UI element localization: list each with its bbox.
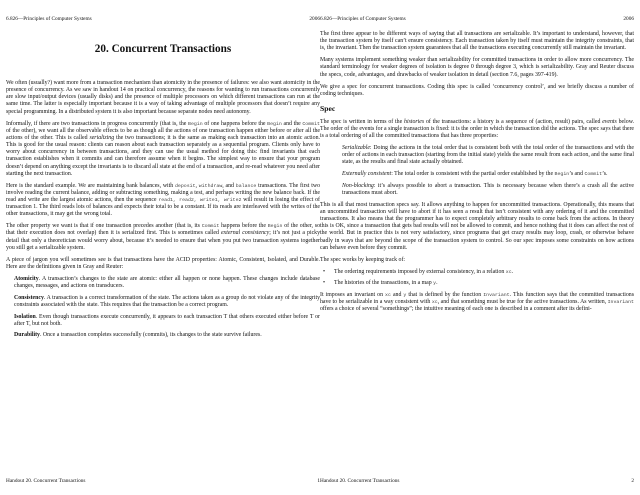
term-events: events [602, 118, 617, 125]
page-footer [6, 476, 320, 486]
bullet-icon: • [323, 268, 326, 275]
handout-title: Handout 20. Concurrent Transactions [320, 478, 400, 484]
paragraph-weaker-isolation: Many systems implement something weaker than serializability for committed transactions in order to allow more concurrency. The standard terminology for weaker degrees of isolation is degree 0 through degree 3, which is serializability. Gray and Reuter discuss the specs, code, advantages, and drawbacks of weaker isolation in detail (section 7.6, pages 397-419). [320, 57, 634, 78]
code-deposit: deposit [175, 183, 196, 189]
page-2 [320, 0, 634, 495]
code-xc: xc [385, 292, 391, 298]
code-commit: Commit [201, 224, 220, 230]
code-y: y [403, 292, 407, 298]
page-number: 1 [317, 478, 320, 484]
code-y: y [433, 280, 437, 286]
definition-durability: Durability. Once a transaction completes successfully (commits), its changes to the state survive failures. [14, 332, 262, 339]
paragraph-tracking: The spec works by keeping track of: [320, 256, 406, 263]
chapter-title: 20. Concurrent Transactions [94, 43, 232, 55]
page-body [320, 31, 634, 318]
code-commit: Commit [302, 121, 320, 127]
term-external-consistency: external consistency [221, 230, 270, 237]
definition-atomicity: Atomicity. A transaction’s changes to the state are atomic: either all happen or none happen. These changes include database changes, messages, and actions on transducers. [14, 275, 320, 289]
page-header [6, 14, 320, 24]
handout-title: Handout 20. Concurrent Transactions [6, 478, 86, 484]
page-body [6, 30, 320, 344]
code-sequence: read1, read2, write1, write2 [158, 197, 242, 203]
page-1 [6, 0, 320, 495]
code-invariant: Invariant [607, 299, 634, 305]
definition-isolation: Isolation. Even though transactions execute concurrently, it appears to each transaction T that others executed either before T or after T, but not both. [14, 313, 320, 327]
code-begin: Begin [554, 172, 570, 178]
code-xc: xc [505, 269, 512, 275]
paragraph-intro: We often (usually?) want more from a transaction mechanism than atomicity in the presence of failures: we also want atomicity in the presence of concurrency. As we saw in handout 14 on practical concurrency, the reasons for wanting to run transactions concurrently are slow input/output devices (usually disks) and the presence of multiple processors on which different transactions can run at the same time. The latter is especially important because it is a way of taking advantage of multiple processors that doesn’t require any special programming. In a distributed system it is also important because separate nodes need autonomy. [6, 80, 320, 115]
year: 2006 [309, 16, 320, 22]
code-withdraw: withdraw [198, 183, 223, 189]
paragraph-consistency: The first three appear to be different ways of saying that all transactions are serializable. It’s important to understand, however, that the transaction system by itself can’t ensure consistency. Each transaction taken by itself must maintain the integrity constraints, that is, the invariant. Then the transaction system guarantees that all the transactions executing concurrently still maintain the invariant. [320, 31, 634, 52]
bullet-icon: • [323, 279, 326, 286]
code-xc: xc [431, 299, 438, 305]
spec-non-blocking: Non-blocking: it’s always possible to abort a transaction. This is necessary because when there’s a crash all the active transactions must abort. [342, 182, 634, 197]
paragraph-concurrency-control: We give a spec for concurrent transactions. Coding this spec is called ‘concurrency control’, and we briefly discuss a number of coding techniques. [320, 83, 634, 97]
term-serializing: serializing [89, 134, 115, 141]
paragraph-histories: The spec is written in terms of the histories of the transactions: a history is a sequence of (action, result) pairs, called events below. The order of the events for a single transaction is fixed: it is the order in which the transaction did the actions. The spec says that there is a total ordering of all the committed transactions that has three properties: [320, 118, 634, 140]
tracking-list [320, 269, 634, 287]
definition-consistency: Consistency. A transaction is a correct transformation of the state. The actions taken as a group do not violate any of the integrity constraints associated with the state. This requires that the transaction be a correct program. [14, 294, 320, 308]
paragraph-serializing: Informally, if there are two transactions in progress concurrently (that is, the Begin of one happens before the Begin and the Commit of the other), we want all the observable effects to be as though all the actions of one transaction happen either before or after all the actions of the other. This is called serializing the two transactions; it is the same as making each transaction into an atomic action. This is good for the usual reason: clients can reason about each transaction separately as a sequential program. Clients only have to worry about concurrency in between transactions, and they can use the usual method for doing this: find invariants that each transaction establishes when it commits and can therefore assume when it begins. The simplest way to ensure that your program doesn’t depend on anything except the invariants is to discard all state at the end of a transaction, and re-read whatever you need after starting the next transaction. [6, 120, 320, 177]
spec-serializable: Serializable: Doing the actions in the total order that is consistent both with the total order of the transactions and with the order of actions in each transaction (starting from the initial state) yields the same result from each action, and the same final state, as the results and final state actually obtained. [342, 145, 634, 166]
code-begin: Begin [267, 121, 282, 127]
spec-externally-consistent: Externally consistent: The total order is consistent with the partial order established by the Begin’s and Commit’s. [342, 171, 608, 178]
list-item: • The histories of the transactions, in a map y. [323, 279, 438, 286]
paragraph-uncommitted: This is all that most transaction specs say. It allows anything to happen for uncommitted transactions. Operationally, this means that an uncommitted transaction will have to abort if it has seen a result that isn’t consistent with any ordering of it and the committed transactions. It also means that the programmer has to expect completely arbitrary results to come back from the actions. In theory this is OK, since a transaction that gets bad results will not be allowed to commit, and hence nothing that it does can affect the rest of the world. But in practice this is not very satisfactory, since programs that get crazy results may loop, crash, or otherwise behave badly in ways that are beyond the scope of the transaction system to control. So our spec imposes some constraints on how actions can behave even before they commit. [320, 201, 634, 251]
course-title: 6.826—Principles of Computer Systems [6, 16, 92, 22]
year: 2006 [623, 16, 634, 22]
paragraph-external-consistency: The other property we want is that if one transaction precedes another (that is, its Commit happens before the Begin of the other, so that their execution does not overlap) then it is serialized first. This is sometimes called external consistency; it’s not just a picky detail that only a theoretician would worry about, because it’s needed to ensure that when you put two transaction systems together you still get a serializable system. [6, 223, 320, 251]
page-footer [320, 476, 634, 486]
term-histories: histories [404, 118, 425, 125]
code-balance: balance [235, 183, 257, 189]
code-invariant: Invariant [483, 292, 510, 298]
code-begin: Begin [188, 121, 203, 127]
course-title: 6.826—Principles of Computer Systems [320, 16, 406, 22]
code-begin: Begin [267, 224, 283, 230]
paragraph-acid: A piece of jargon you will sometimes see is that transactions have the ACID properties: Atomic, Consistent, Isolated, and Durable. Here are the definitions given in Gray and Reuter: [6, 256, 320, 270]
list-item: • The ordering requirements imposed by external consistency, in a relation xc. [323, 268, 514, 275]
section-heading-spec: Spec [320, 103, 336, 113]
page-header [320, 14, 634, 24]
page-number: 2 [631, 478, 634, 484]
paragraph-invariant: It imposes an invariant on xc and y that is defined by the function Invariant. This function says that the committed transactions have to be serializable in a way consistent with xc, and that something must be true for the active transactions. As written, Invariant offers a choice of several “somethings”; the intuitive meaning of each one is described in a comment after its defini- [320, 291, 634, 313]
code-commit: Commit [584, 172, 603, 178]
paragraph-bank-example: Here is the standard example. We are maintaining bank balances, with deposit, withdraw, and balance transactions. The first two involve reading the current balance, adding or subtracting something, making a test, and perhaps writing the new balance back. If the read and write are the largest atomic actions, then the sequence read1, read2, write1, write2 will result in losing the effect of transaction 1. The third reads lots of balances and expects their total to be a constant. If its reads are interleaved with the writes of the other transactions, it may get the wrong total. [6, 182, 320, 218]
